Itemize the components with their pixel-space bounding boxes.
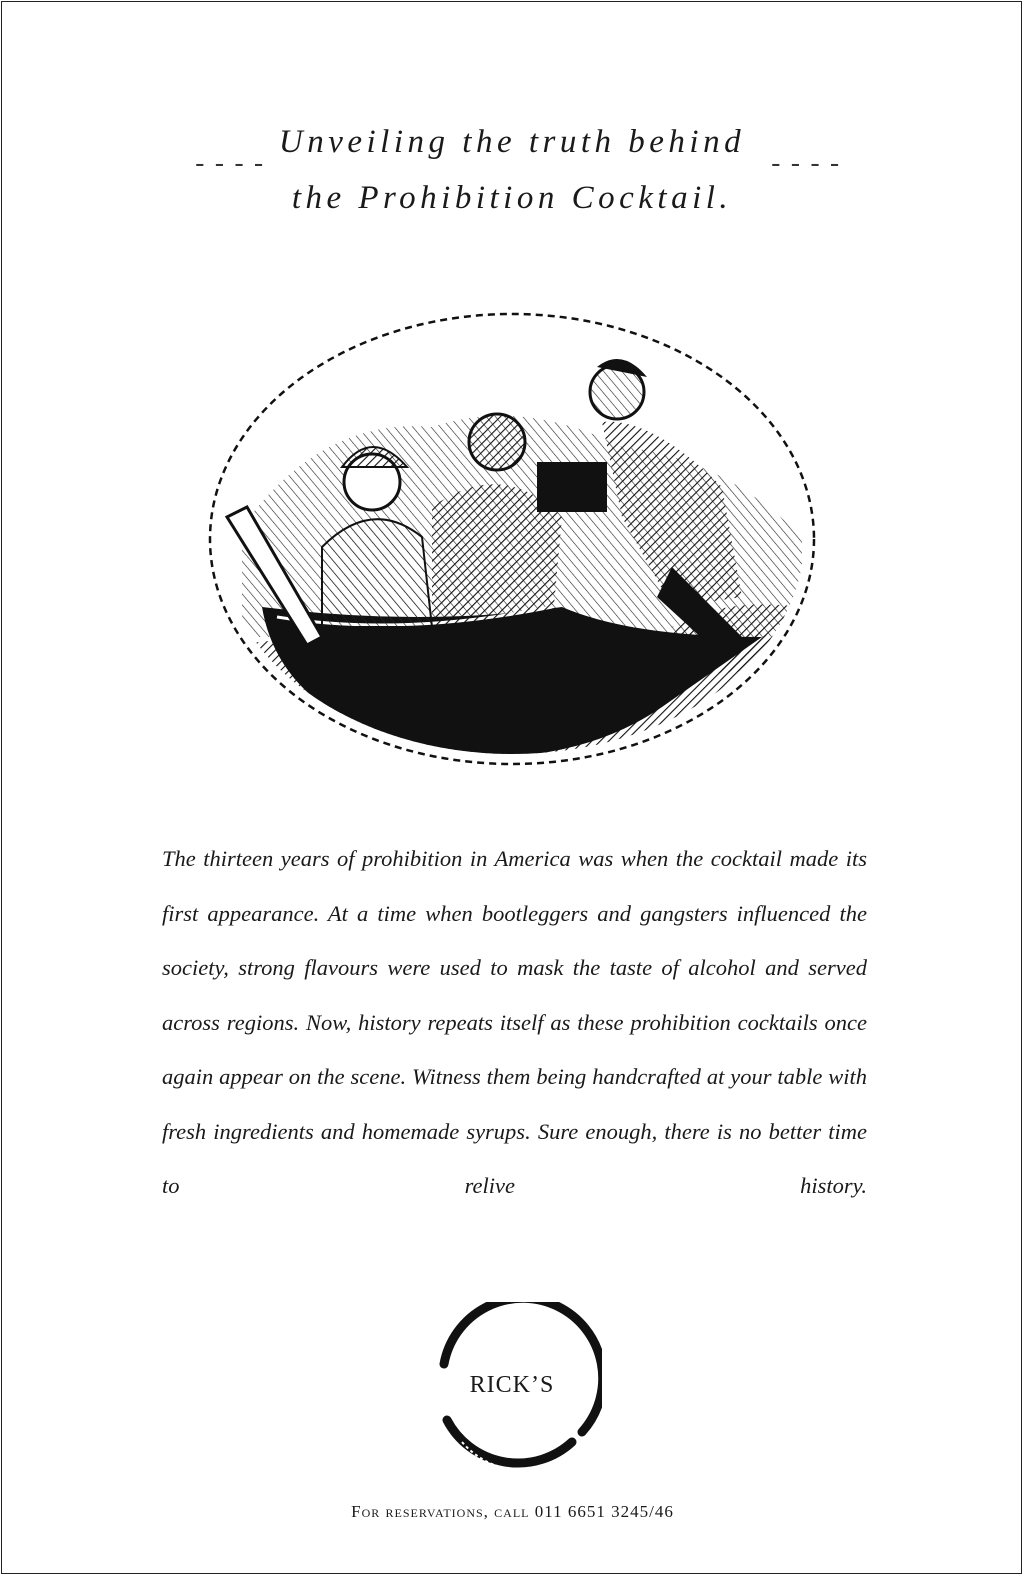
- crate-shape: [537, 462, 607, 512]
- headline-line-1: Unveiling the truth behind: [278, 124, 746, 160]
- bootleggers-rowboat-illustration: [202, 307, 822, 772]
- headline-line-2: the Prohibition Cocktail.: [291, 180, 733, 216]
- body-paragraph: The thirteen years of prohibition in America was when the cocktail made its first appearance. At a time when bootleggers and gangsters influenced the society, strong flavours were used to mask the taste of alcohol and served across regions. Now, history repeats itself as these prohibition cocktails once again appear on the scene. Witness them being handcrafted at your table with fresh ingredients and homemade syrups. Sure enough, there is no better time to relive history.: [162, 846, 867, 1198]
- brand-logo-text: RICK’S: [469, 1372, 555, 1398]
- advertisement-page: [1, 1, 1022, 1574]
- headline-dash-left: ----: [192, 150, 271, 180]
- headline: [262, 114, 762, 226]
- reservations-footer: For reservations, call 011 6651 3245/46: [351, 1502, 674, 1521]
- headline-dash-right: ----: [768, 150, 847, 180]
